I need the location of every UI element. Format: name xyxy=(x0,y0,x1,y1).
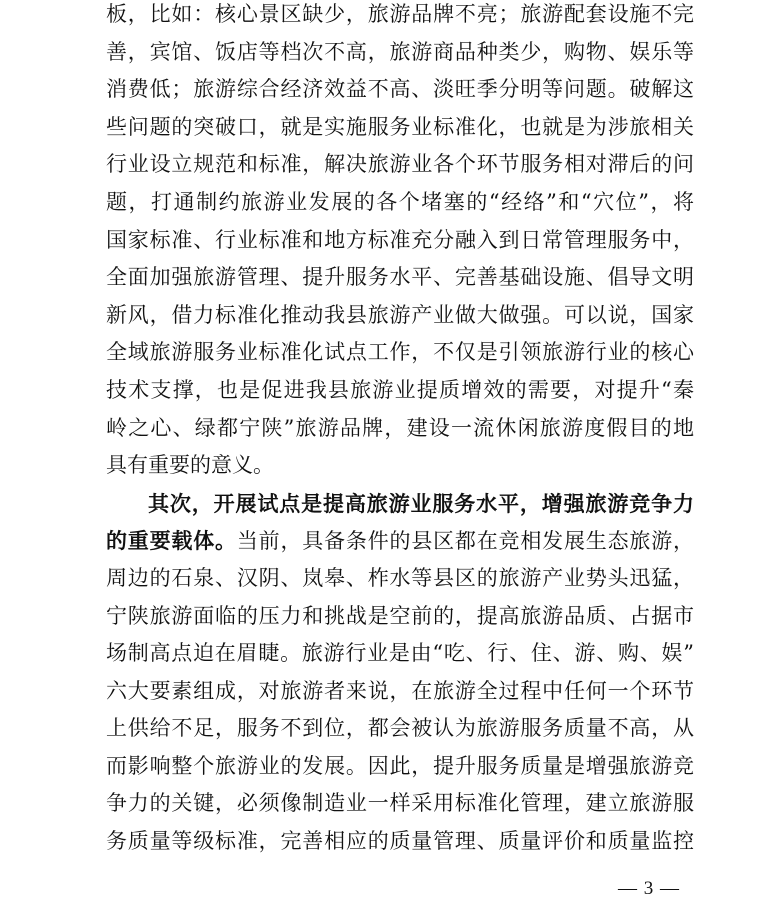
text-line: 题，打通制约旅游业发展的各个堵塞的“经络”和“穴位”，将 xyxy=(106,189,694,214)
text-line: 而影响整个旅游业的发展。因此，提升服务质量是增强旅游竞 xyxy=(106,753,694,778)
text-line: 技术支撑，也是促进我县旅游业提质增效的需要，对提升“秦 xyxy=(106,377,694,402)
text-line: 争力的关键，必须像制造业一样采用标准化管理，建立旅游服 xyxy=(106,791,694,816)
text-line: 善，宾馆、饭店等档次不高，旅游商品种类少，购物、娱乐等 xyxy=(106,39,694,64)
bold-heading-text: 其次，开展试点是提高旅游业服务水平，增强旅游竞争力 xyxy=(148,490,694,516)
text-line: 上供给不足，服务不到位，都会被认为旅游服务质量不高，从 xyxy=(106,716,694,741)
text-line: 国家标准、行业标准和地方标准充分融入到日常管理服务中， xyxy=(106,227,694,252)
text-line: 板，比如：核心景区缺少，旅游品牌不亮；旅游配套设施不完 xyxy=(106,2,694,26)
text-line xyxy=(106,522,694,560)
text-line xyxy=(106,485,694,523)
text-line: 场制高点迫在眉睫。旅游行业是由“吃、行、住、游、购、娱” xyxy=(106,641,694,666)
text-line: 新风，借力标准化推动我县旅游产业做大做强。可以说，国家 xyxy=(106,302,694,327)
text-line: 具有重要的意义。 xyxy=(106,453,274,478)
text-line: 宁陕旅游面临的压力和挑战是空前的，提高旅游品质、占据市 xyxy=(106,603,694,628)
page-number: — 3 — xyxy=(618,878,680,899)
text-line: 六大要素组成，对旅游者来说，在旅游全过程中任何一个环节 xyxy=(106,678,694,703)
text-line: 周边的石泉、汉阴、岚皋、柞水等县区的旅游产业势头迅猛， xyxy=(106,565,694,590)
text-line: 全域旅游服务业标准化试点工作，不仅是引领旅游行业的核心 xyxy=(106,340,694,365)
bold-heading-text: 的重要载体。 xyxy=(106,528,237,554)
text-line: 务质量等级标准，完善相应的质量管理、质量评价和质量监控 xyxy=(106,829,694,854)
text-line: 全面加强旅游管理、提升服务水平、完善基础设施、倡导文明 xyxy=(106,265,694,290)
body-text xyxy=(106,0,694,861)
text-line: 行业设立规范和标准，解决旅游业各个环节服务相对滞后的问 xyxy=(106,152,694,177)
text-line: 些问题的突破口，就是实施服务业标准化，也就是为涉旅相关 xyxy=(106,114,694,139)
text-line: 消费低；旅游综合经济效益不高、淡旺季分明等问题。破解这 xyxy=(106,77,694,102)
line-text: 当前，具备条件的县区都在竞相发展生态旅游， xyxy=(236,529,694,554)
text-line: 岭之心、绿都宁陕”旅游品牌，建设一流休闲旅游度假目的地 xyxy=(106,415,694,440)
